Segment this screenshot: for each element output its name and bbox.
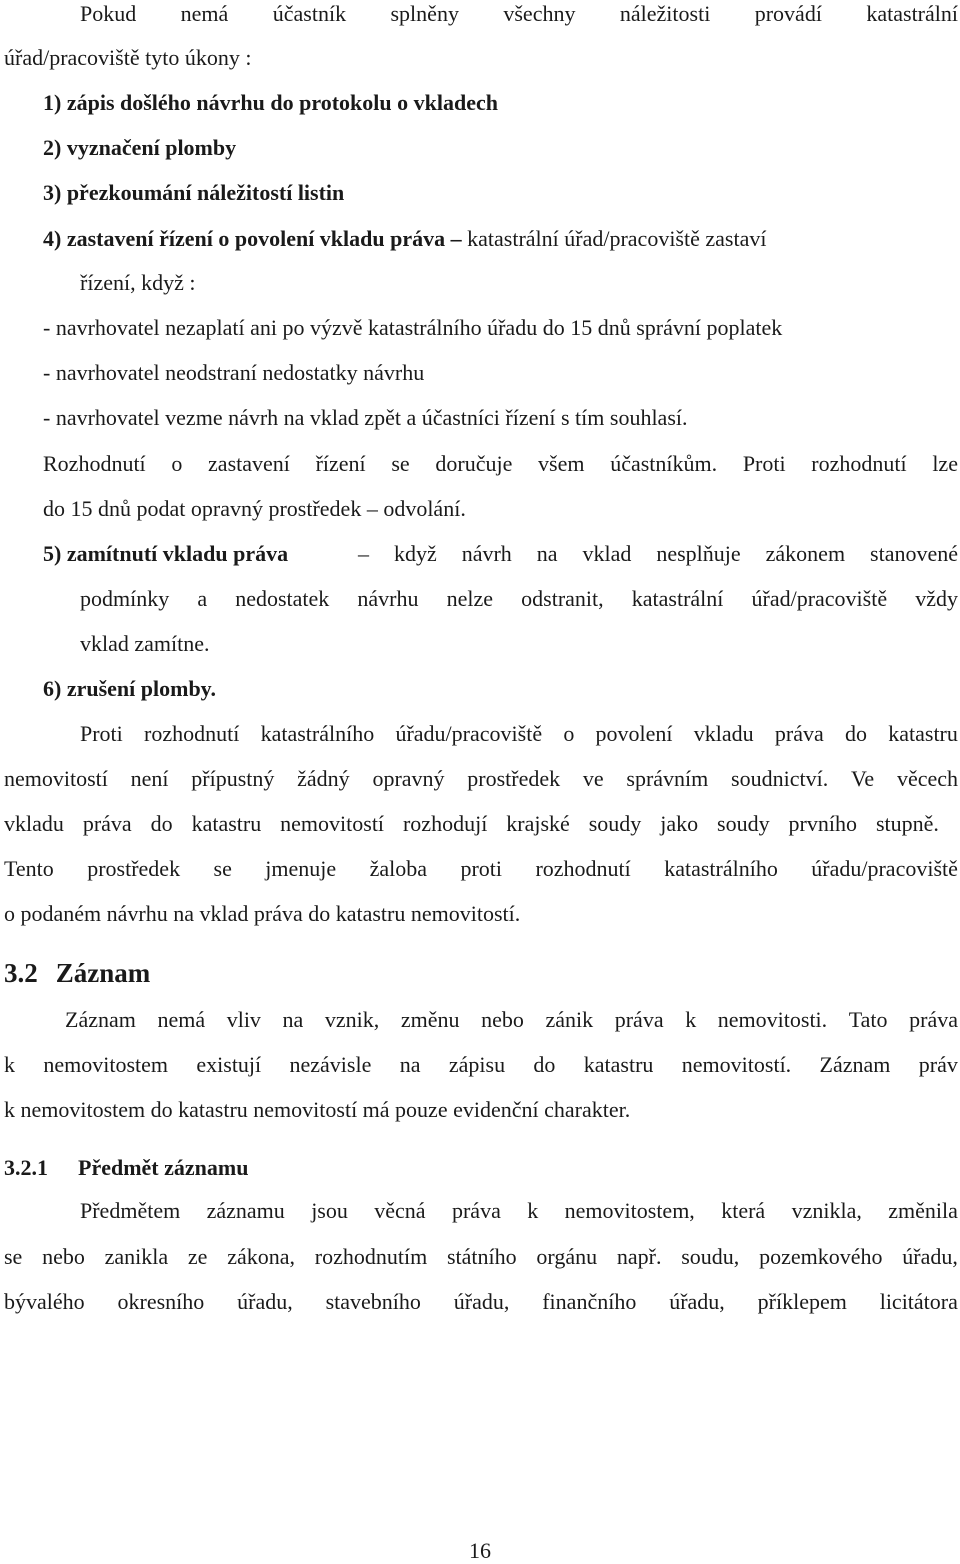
paragraph-line: o podaném návrhu na vklad práva do katastru nemovitostí.	[4, 901, 521, 926]
step-4	[43, 226, 766, 252]
paragraph-line: úřad/pracoviště tyto úkony :	[4, 45, 252, 70]
paragraph-line: bývalého okresního úřadu, stavebního úřadu, finančního úřadu, příklepem licitátora	[4, 1289, 958, 1314]
paragraph-line: k nemovitostem existují nezávisle na zápisu do katastru nemovitostí. Záznam práv	[4, 1052, 958, 1077]
step-5-title: 5) zamítnutí vkladu práva	[43, 541, 289, 566]
paragraph-line: Záznam nemá vliv na vznik, změnu nebo zánik práva k nemovitosti. Tato práva	[65, 1007, 958, 1032]
step-6: 6) zrušení plomby.	[43, 676, 216, 701]
step-5	[43, 541, 958, 567]
paragraph-line: nemovitostí není přípustný žádný opravný prostředek ve správním soudnictví. Ve věcech	[4, 766, 958, 791]
step-4-text: katastrální úřad/pracoviště zastaví	[467, 226, 767, 251]
paragraph-line: vkladu práva do katastru nemovitostí rozhodují krajské soudy jako soudy prvního stupně.	[4, 811, 939, 836]
step-3: 3) přezkoumání náležitostí listin	[43, 180, 345, 205]
condition-item: - navrhovatel nezaplatí ani po výzvě katastrálního úřadu do 15 dnů správní poplatek	[43, 315, 783, 340]
condition-item: - navrhovatel neodstraní nedostatky návrhu	[43, 360, 425, 385]
paragraph-line: Tento prostředek se jmenuje žaloba proti rozhodnutí katastrálního úřadu/pracoviště	[4, 856, 958, 881]
step-5-line: podmínky a nedostatek návrhu nelze odstranit, katastrální úřad/pracoviště vždy	[80, 586, 958, 611]
subsection-title: Předmět záznamu	[78, 1155, 249, 1180]
decision-line: Rozhodnutí o zastavení řízení se doručuje všem účastníkům. Proti rozhodnutí lze	[43, 451, 958, 476]
page-number: 16	[469, 1538, 491, 1563]
section-heading	[4, 957, 150, 989]
decision-line: do 15 dnů podat opravný prostředek – odvolání.	[43, 496, 466, 521]
condition-item: - navrhovatel vezme návrh na vklad zpět a účastníci řízení s tím souhlasí.	[43, 405, 688, 430]
step-2: 2) vyznačení plomby	[43, 135, 237, 160]
section-title: Záznam	[55, 958, 151, 988]
paragraph-line: Proti rozhodnutí katastrálního úřadu/pracoviště o povolení vkladu práva do katastru	[80, 721, 958, 746]
subsection-number: 3.2.1	[4, 1155, 48, 1180]
paragraph-line: Předmětem záznamu jsou věcná práva k nemovitostem, která vznikla, změnila	[80, 1198, 958, 1223]
paragraph-line: k nemovitostem do katastru nemovitostí má pouze evidenční charakter.	[4, 1097, 631, 1122]
step-1: 1) zápis došlého návrhu do protokolu o vkladech	[43, 90, 498, 115]
step-4-continuation: řízení, když :	[80, 270, 196, 295]
section-number: 3.2	[4, 958, 38, 988]
paragraph-line: Pokud nemá účastník splněny všechny náležitosti provádí katastrální	[80, 1, 958, 26]
subsection-heading	[4, 1155, 248, 1181]
step-5-line: vklad zamítne.	[80, 631, 210, 656]
step-5-text: – když návrh na vklad nesplňuje zákonem stanovené	[358, 541, 958, 566]
paragraph-line: se nebo zanikla ze zákona, rozhodnutím státního orgánu např. soudu, pozemkového úřadu,	[4, 1244, 958, 1269]
step-4-title: 4) zastavení řízení o povolení vkladu práva –	[43, 226, 462, 251]
